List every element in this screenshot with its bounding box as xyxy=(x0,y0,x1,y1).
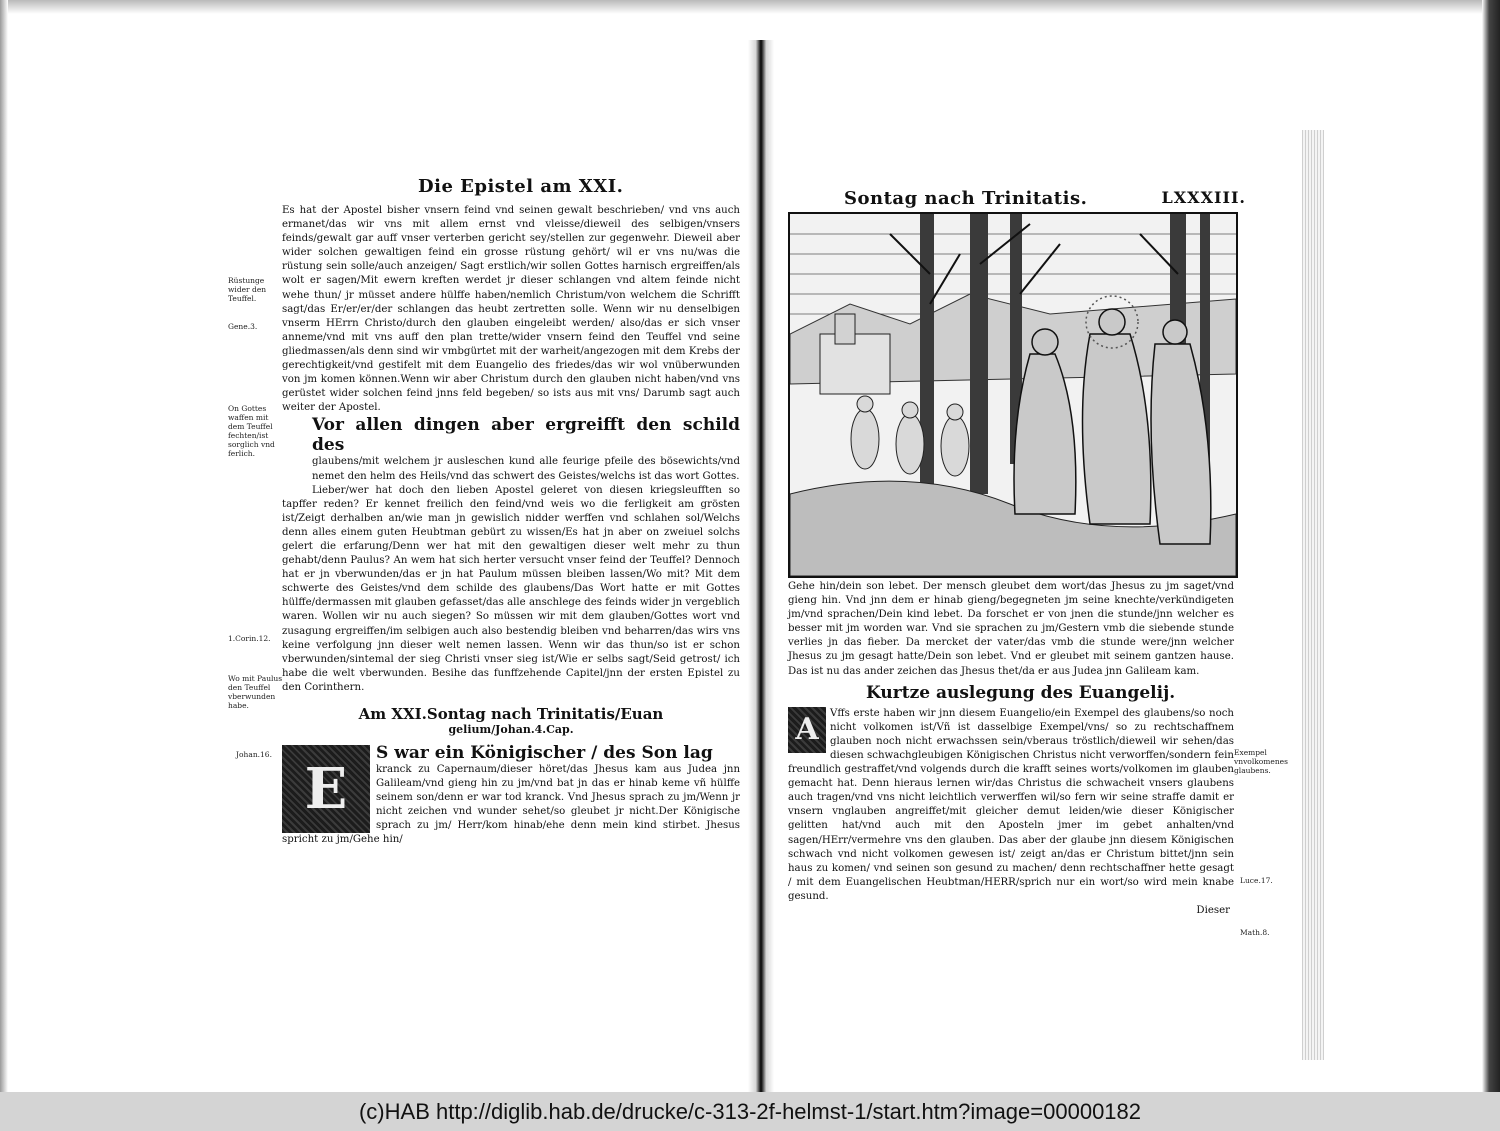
right-margin-note-2: Luce.17. xyxy=(1240,876,1273,885)
left-page xyxy=(222,176,742,976)
left-edge-shadow xyxy=(0,0,8,1092)
gospel-heading-line-2: gelium/Johan.4.Cap. xyxy=(448,723,574,736)
left-paragraph-2: Lieber/wer hat doch den lieben Apostel geleret von diesen kriegsleufften so tapffer reden? Er kennet freilich den feind/vnd weis wo die ferligkeit am grösten ist/Zeigt derhalben an/wie man jn gewislich nidder werffen vnd schlahen sol/Welchs denn alles einem guten Heubtman gebürt zu wissen/Es hat jn aber on zweiuel solchs gelert die erfarung/Denn wer hat mit den gewaltigen dieser welt mehr zu thun gehabt/denn Paulus? An wem hat sich herter versucht vnser feind der Teuffel? Dennoch hat er jn vberwunden/das er jn hat Paulum müssen bleiben lassen/Wo mit? Mit dem schwerte des Geistes/vnd dem schilde des glaubens/Das Wort hatte er mit Gottes hülffe/dermassen mit glauben gefasset/das alle anschlege des feinds wider jn vergeblich waren. Wollen wir nu auch siegen? So müssen wir mit dem glauben/Gottes wort vnd zusagung ergreiffen/im selbigen auch also bestendig bleiben vnd beharren/das wirs vns keine verfolgung jnn dieser welt nemen lassen. Wenn wir das thun/so ist er schon vberwunden/sintemal der sieg Christi vnser sieg ist/Wie er selbs sagt/Seid getrost/ ich habe die welt vberwunden. Besihe das funffzehende Capitel/jnn der ersten Epistel zu den Corinthern. xyxy=(282,484,740,693)
attribution-footer: (c)HAB http://diglib.hab.de/drucke/c-313-2f-helmst-1/start.htm?image=00000182 xyxy=(0,1092,1500,1131)
left-paragraph-1: Es hat der Apostel bisher vnsern feind vnd seinen gewalt beschrieben/ vnd vns auch ermanet/das wir vns mit allem ernst vnd vleisse/dieweil des selbigen/vnsers feinds/gewalt gar auff vnser verterben gericht sey/stellen zur gegenwehr. Dieweil aber wider solchen gewaltigen feind ein grosse rüstung gehört/ wil er vns nu/was die rüstung sein solle/auch anzeigen/ Sagt erstlich/wir sollen Gottes harnisch ergreiffen/als wolt er sagen/Mit ewern kreften werdet jr dieser schlangen vnd altem feinde nicht wehe thun/ jr müsset andere hülffe haben/nemlich Christum/von welchem die Schrifft sagt/das Er/er/er/der schlangen das heubt zertretten solle. Wenn wir nu denselbigen vnserm HErrn Christo/durch den glauben eingeleibt werden/ also/das er sich vnser anneme/vnd mit vns auff den plan trette/wider vnsern feind den Teuffel vnd seine gliedmassen/als denn sind wir vmbgürtet mit der warheit/angezogen mit dem Krebs der gerechtigkeit/vnd gestifelt mit dem Euangelio des friedes/das wir wol vnüberwunden von jm komen können.Wenn wir aber Christum durch den glauben nicht haben/vnd vns gerüstet wider solchen feind jnns feld begeben/ so ists aus mit vns/ Darumb sagt auch weiter der Apostel. xyxy=(282,205,740,414)
left-verse-lead: Vor allen dingen aber ergreifft den schild des xyxy=(312,415,740,456)
right-margin-note-1: Exempel vnvolkomenes glaubens. xyxy=(1234,748,1288,775)
left-margin-note-6: Johan.16. xyxy=(236,750,272,759)
left-page-body xyxy=(282,204,740,848)
left-margin-note-2: Gene.3. xyxy=(228,322,258,331)
right-page xyxy=(784,182,1304,982)
exposition-heading: Kurtze auslegung des Euangelij. xyxy=(866,682,1176,703)
exposition-dropcap: A xyxy=(788,707,826,753)
book-gutter xyxy=(748,40,774,1092)
woodcut-illustration xyxy=(788,212,1238,578)
right-page-body xyxy=(788,580,1234,918)
gospel-heading-line-1: Am XXI.Sontag nach Trinitatis/Euan xyxy=(358,705,664,723)
left-margin-note-5: Wo mit Paulus den Teuffel vberwunden habe. xyxy=(228,674,283,710)
right-paragraph-1: Gehe hin/dein son lebet. Der mensch gleubet dem wort/das Jhesus zu jm saget/vnd gieng hin. Vnd jnn dem er hinab gieng/begegneten jm seine knechte/verkündigeten jm/vnd sprachen/Dein kind lebet. Da forschet er von jnen die stunde/jnn welcher es besser mit jm worden war. Vnd sie sprachen zu jm/Gestern vmb die siebende stunde verlies jn das fieber. Da mercket der vater/das vmb die stunde were/jnn welcher Jhesus zu jm gesagt hatte/Dein son lebet. Vnd er gleubet mit seinem gantzen hause. Das ist nu das ander zeichen das Jhesus thet/da er aus Judea jnn Galileam kam. xyxy=(788,581,1234,677)
right-edge-shadow xyxy=(1482,0,1500,1092)
left-verse-text: glaubens/mit welchem jr ausleschen kund alle feurige pfeile des bösewichts/vnd nemet den helm des Heils/vnd das schwert des Geistes/welchs ist das wort Gottes. xyxy=(312,456,740,482)
left-running-head: Die Epistel am XXI. xyxy=(418,176,624,197)
gospel-dropcap: E xyxy=(282,745,370,833)
page-stack-edge xyxy=(1302,130,1324,1060)
right-margin-note-3: Math.8. xyxy=(1240,928,1270,937)
catchword: Dieser xyxy=(1196,904,1230,916)
left-margin-note-3: On Gottes waffen mit dem Teuffel fechten/ist sorglich vnd ferlich. xyxy=(228,404,275,458)
gospel-text: kranck zu Capernaum/dieser höret/das Jhesus kam aus Judea jnn Galileam/vnd gieng hin zu jm/vnd bat jn das er hinab keme vñ hülffe seinem son/denn er war tod kranck. Vnd Jhesus sprach zu jm/Wenn jr nicht zeichen vnd wunder sehet/so gleubet jr nicht.Der Königische sprach zu jm/ Herr/kom hinab/ehe denn mein kind stirbet. Jhesus spricht zu jm/Gehe hin/ xyxy=(282,764,740,846)
right-paragraph-2: Vffs erste haben wir jnn diesem Euangelio/ein Exempel des glaubens/so noch nicht volkomen ist/Vñ ist dasselbige Exempel/vns/ so zu rechtschaffnem glauben noch nicht erwachssen sein/vberaus tröstlich/dieweil wir sehen/das diesen schwachgleubigen Königischen Christus nicht verworffen/sondern fein freundlich gestraffet/vnd volgends durch die krafft seines worts/volkomen im glauben gemacht hat. Denn hieraus lernen wir/das Christus die schwacheit vnsers glaubens auch tragen/vnd vns nicht leichtlich verwerffen wil/so fern wir seine straffe damit er vnsern vnglauben angreiffet/mit gleicher demut leiden/wie dieser Königischer gelitten hat/vnd auch mit den Aposteln jmer im gebet anhalten/vnd sagen/HErr/vermehre vns den glauben. Das aber der glaube jnn diesem Königischen schwach vnd nicht volkomen gewesen ist/ zeigt an/das er Christum bittet/jnn sein haus zu komen/ vnd seinen son gesund zu machen/ denn rechtschaffner hette gesagt / mit dem Euangelischen Heubtman/HERR/sprich nur ein wort/so wird mein knabe gesund. xyxy=(788,707,1234,902)
right-running-head: Sontag nach Trinitatis. xyxy=(844,188,1088,209)
left-margin-note-4: 1.Corin.12. xyxy=(228,634,271,643)
folio-number: LXXXIII. xyxy=(1161,188,1246,207)
top-shadow xyxy=(0,0,1500,14)
left-margin-note-1: Rüstunge wider den Teuffel. xyxy=(228,276,267,303)
gospel-first-line: S war ein Königischer / des Son lag xyxy=(376,743,713,763)
